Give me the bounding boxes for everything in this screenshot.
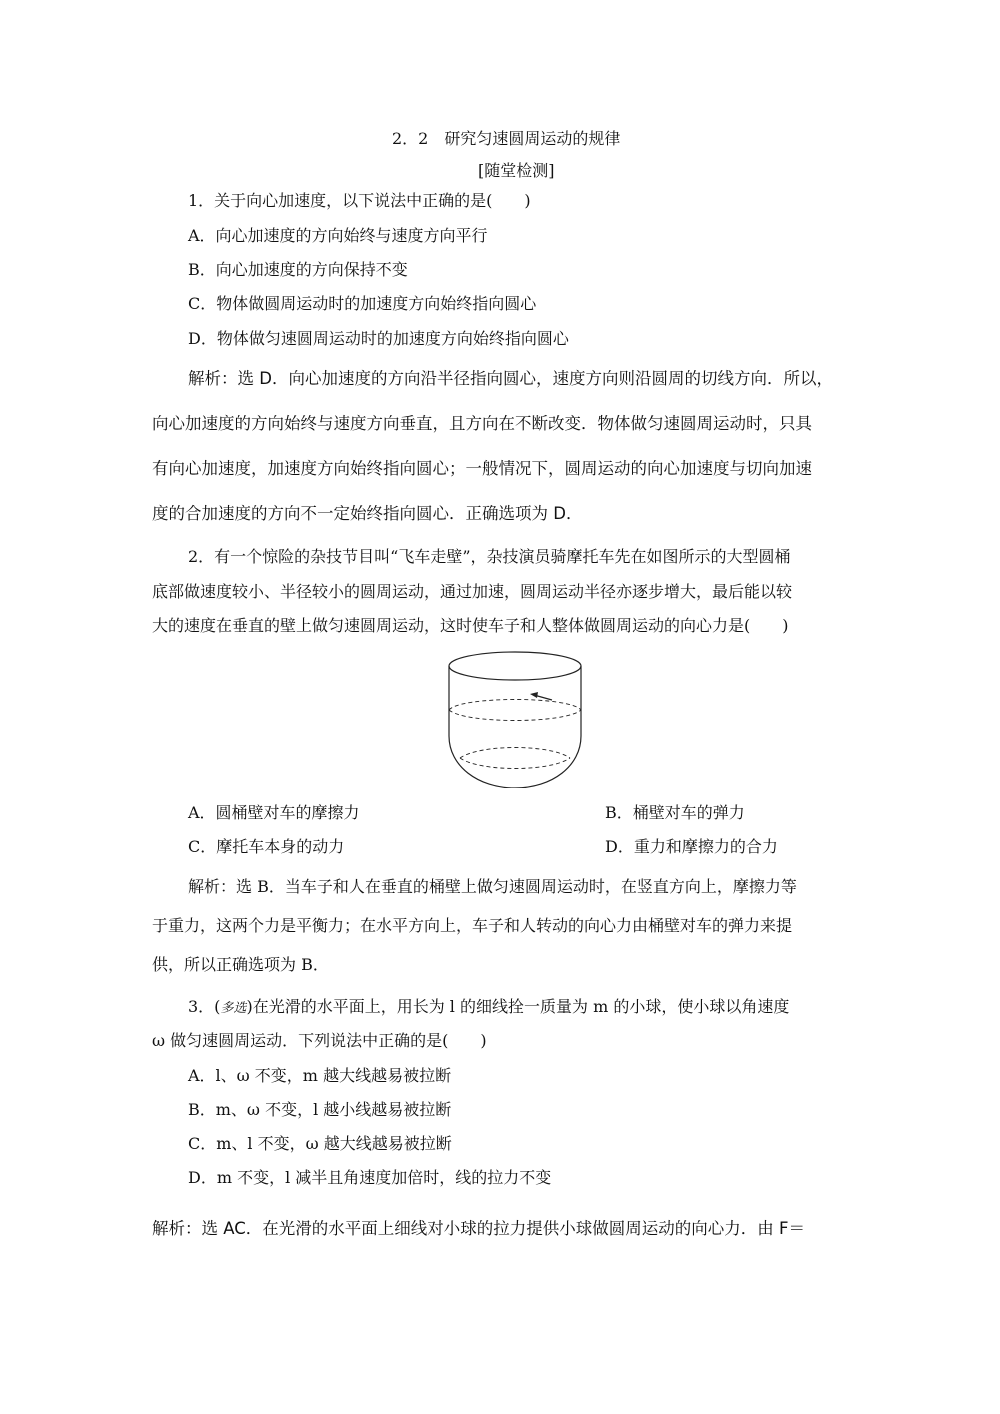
q3-option-d: D．m 不变，l 减半且角速度加倍时，线的拉力不变: [188, 1168, 552, 1187]
q1-option-a: A．向心加速度的方向始终与速度方向平行: [188, 226, 488, 245]
q1-option-b: B．向心加速度的方向保持不变: [188, 260, 408, 279]
multi-select-tag: 多选: [220, 1001, 247, 1016]
q1-option-d: D．物体做匀速圆周运动时的加速度方向始终指向圆心: [188, 329, 569, 348]
q1-analysis-line-3: 有向心加速度，加速度方向始终指向圆心；一般情况下，圆周运动的向心加速度与切向加速: [152, 459, 812, 478]
q1-analysis-line-4: 度的合加速度的方向不一定始终指向圆心．正确选项为 D．: [152, 504, 583, 523]
cylinder-bucket-diagram: [440, 648, 590, 788]
q2-stem-line-3: 大的速度在垂直的壁上做匀速圆周运动，这时使车子和人整体做圆周运动的向心力是( ): [152, 616, 789, 635]
q3-option-b: B．m、ω 不变，l 越小线越易被拉断: [188, 1100, 452, 1119]
q3-stem-rest: )在光滑的水平面上，用长为 l 的细线拴一质量为 m 的小球，使小球以角速度: [246, 997, 790, 1016]
q3-option-a: A．l、ω 不变，m 越大线越易被拉断: [188, 1066, 452, 1085]
q2-stem-line-2: 底部做速度较小、半径较小的圆周运动，通过加速，圆周运动半径亦逐步增大，最后能以较: [152, 582, 793, 601]
q3-analysis-line-1: 解析：选 AC．在光滑的水平面上细线对小球的拉力提供小球做圆周运动的向心力．由 F＝: [152, 1219, 805, 1238]
q2-option-b: B．桶壁对车的弹力: [605, 803, 745, 822]
q3-stem-line-2: ω 做匀速圆周运动．下列说法中正确的是( ): [152, 1031, 487, 1050]
q2-option-c: C．摩托车本身的动力: [188, 837, 345, 856]
q3-stem-line-1: [188, 996, 789, 1020]
q2-analysis-line-2: 于重力，这两个力是平衡力；在水平方向上，车子和人转动的向心力由桶壁对车的弹力来提: [152, 916, 793, 935]
q1-analysis-line-2: 向心加速度的方向始终与速度方向垂直，且方向在不断改变．物体做匀速圆周运动时，只具: [152, 414, 812, 433]
q1-option-c: C．物体做圆周运动时的加速度方向始终指向圆心: [188, 294, 537, 313]
page-title: 2．2 研究匀速圆周运动的规律: [392, 129, 621, 148]
q2-option-d: D．重力和摩擦力的合力: [605, 837, 778, 856]
q2-option-a: A．圆桶壁对车的摩擦力: [188, 803, 360, 822]
q3-option-c: C．m、l 不变，ω 越大线越易被拉断: [188, 1134, 452, 1153]
q2-stem-line-1: 2．有一个惊险的杂技节目叫“飞车走壁”，杂技演员骑摩托车先在如图所示的大型圆桶: [188, 547, 791, 566]
section-heading: [随堂检测]: [478, 161, 555, 180]
q1-stem: 1．关于向心加速度，以下说法中正确的是( ): [188, 191, 531, 210]
q1-analysis-line-1: 解析：选 D．向心加速度的方向沿半径指向圆心，速度方向则沿圆周的切线方向．所以，: [188, 369, 833, 388]
q3-stem-prefix: 3．(: [188, 997, 221, 1016]
q2-analysis-line-3: 供，所以正确选项为 B．: [152, 955, 329, 974]
q2-analysis-line-1: 解析：选 B．当车子和人在垂直的桶壁上做匀速圆周运动时，在竖直方向上，摩擦力等: [188, 877, 797, 896]
